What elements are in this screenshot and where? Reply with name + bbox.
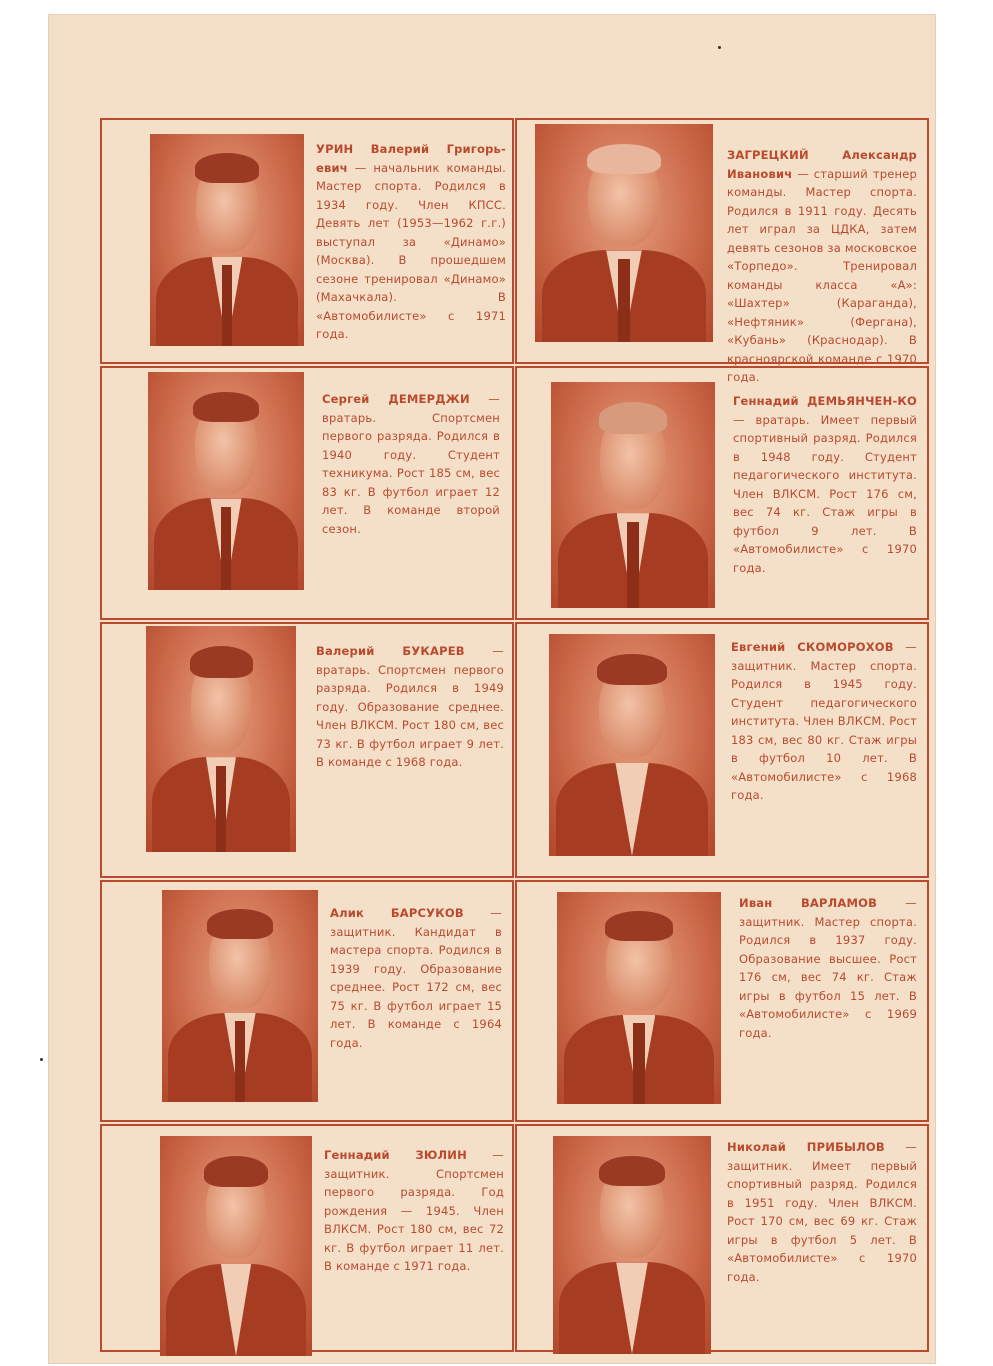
player-bio [727, 146, 917, 387]
player-bio [316, 642, 504, 772]
player-card [100, 880, 514, 1122]
player-bio [733, 392, 917, 577]
player-photo [549, 634, 715, 856]
player-name: Геннадий ДЕМЬЯНЧЕН-КО [733, 394, 917, 408]
player-card [100, 1124, 514, 1352]
speck [718, 46, 721, 49]
player-description: — вратарь. Имеет первый спортивный разряд. Родился в 1948 году. Студент педагогического института. Член ВЛКСМ. Рост 176 см, вес 74 кг. Стаж игры в футбол 9 лет. В «Автомобилисте» с 1970 года. [733, 412, 917, 575]
player-name: Иван ВАРЛАМОВ [739, 896, 878, 910]
player-description: — начальник команды. Мастер спорта. Родился в 1934 году. Член КПСС. Девять лет (1953—1962 г.г.) выступал за «Динамо» (Москва). В прошедшем сезоне тренировал «Динамо» (Махачкала). В «Автомобилисте» с 1971 года. [316, 160, 506, 341]
player-bio [322, 390, 500, 538]
player-bio [739, 894, 917, 1042]
player-photo [162, 890, 318, 1102]
player-bio [330, 904, 502, 1052]
player-card [515, 622, 929, 878]
player-description: — защитник. Мастер спорта. Родился в 1945 году. Студент педагогического института. Член ВЛКСМ. Рост 183 см, вес 80 кг. Стаж игры в футбол 10 лет. В «Автомобилисте» с 1968 года. [731, 640, 917, 802]
player-description: — защитник. Кандидат в мастера спорта. Родился в 1939 году. Образование среднее. Рост 172 см, вес 75 кг. В футбол играет 15 лет. В команде с 1964 года. [330, 906, 502, 1050]
player-name: Евгений СКОМОРОХОВ [731, 640, 894, 654]
player-description: — защитник. Спортсмен первого разряда. Год рождения — 1945. Член ВЛКСМ. Рост 180 см, вес 72 кг. В футбол играет 11 лет. В команде с 1971 года. [324, 1148, 504, 1273]
player-name: Алик БАРСУКОВ [330, 906, 464, 920]
player-card [515, 880, 929, 1122]
player-photo [553, 1136, 711, 1354]
player-name: Сергей ДЕМЕРДЖИ [322, 392, 470, 406]
player-bio [324, 1146, 504, 1276]
player-description: — защитник. Мастер спорта. Родился в 1937 году. Образование высшее. Рост 176 см, вес 74 кг. Стаж игры в футбол 15 лет. В «Автомобилисте» с 1969 года. [739, 896, 917, 1040]
player-name: УРИН Валерий Григорь-евич [316, 142, 506, 175]
torn-edge [940, 650, 993, 850]
player-photo [551, 382, 715, 608]
player-card [100, 366, 514, 620]
player-card [100, 622, 514, 878]
player-photo [146, 626, 296, 852]
player-photo [148, 372, 304, 590]
player-name: Николай ПРИБЫЛОВ [727, 1140, 885, 1154]
player-bio [727, 1138, 917, 1286]
player-description: — защитник. Имеет первый спортивный разряд. Родился в 1951 году. Член ВЛКСМ. Рост 170 см, вес 69 кг. Стаж игры в футбол 5 лет. В «Автомобилисте» с 1970 года. [727, 1140, 917, 1284]
player-card [100, 118, 514, 364]
player-card [515, 118, 929, 384]
player-description: — вратарь. Спортсмен первого разряда. Родился в 1940 году. Студент техникума. Рост 185 см, вес 83 кг. В футбол играет 12 лет. В команде второй сезон. [322, 392, 500, 536]
player-name: Геннадий ЗЮЛИН [324, 1148, 467, 1162]
player-name: ЗАГРЕЦКИЙ Александр Иванович [727, 148, 917, 181]
player-card [515, 366, 929, 620]
speck [40, 1058, 43, 1061]
player-photo [535, 124, 713, 342]
player-photo [557, 892, 721, 1104]
player-description: — вратарь. Спортсмен первого разряда. Родился в 1949 году. Образование среднее. Член ВЛКСМ. Рост 180 см, вес 73 кг. В футбол играет 9 лет. В команде с 1968 года. [316, 644, 504, 769]
player-description: — старший тренер команды. Мастер спорта. Родился в 1911 году. Десять лет играл за ЦДКА, затем девять сезонов за московское «Торпедо». Тренировал команды класса «А»: «Шахтер» (Караганда), «Нефтяник» (Фергана), «Кубань» (Краснодар). В красноярской команде с 1970 года. [727, 166, 917, 384]
player-bio [316, 140, 506, 344]
player-card [515, 1124, 929, 1352]
player-photo [150, 134, 304, 346]
team-roster-grid [100, 118, 930, 1354]
player-name: Валерий БУКАРЕВ [316, 644, 465, 658]
player-bio [731, 638, 917, 805]
player-photo [160, 1136, 312, 1356]
